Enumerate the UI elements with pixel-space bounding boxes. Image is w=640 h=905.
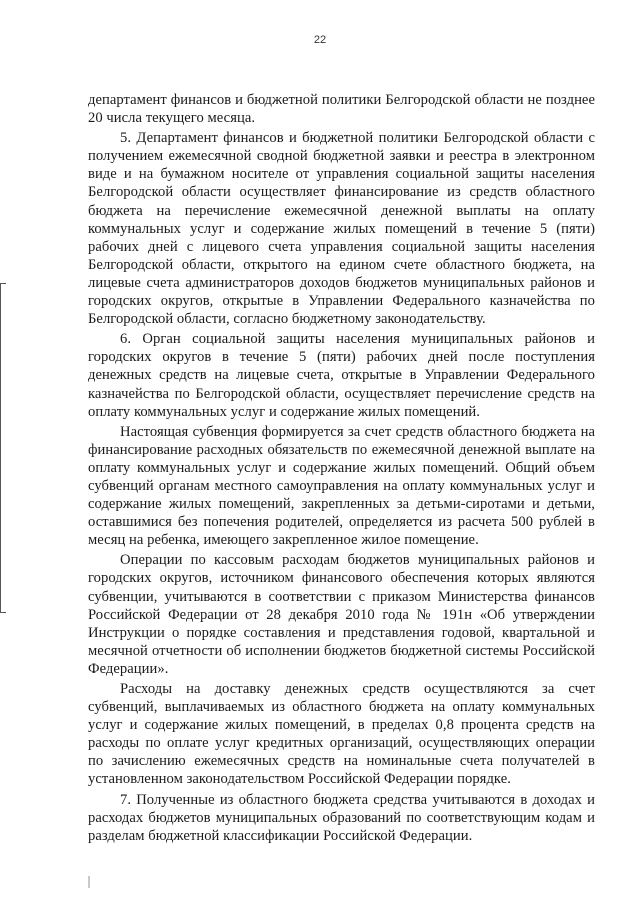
document-body: [88, 91, 595, 847]
paragraph-item-7: 7. Полученные из областного бюджета средства учитываются в доходах и расходах бюджетов муниципальных образований по соответствующим кодам и разделам бюджетной классификации Российской Федерации.: [88, 791, 595, 844]
paragraph-continuation: департамент финансов и бюджетной политики Белгородской области не позднее 20 числа текущего месяца.: [88, 92, 595, 127]
paragraph-item-5: 5. Департамент финансов и бюджетной политики Белгородской области с получением ежемесячной сводной бюджетной заявки и реестра в электронном виде и на бумажном носителе от управления социальной защиты населения Белгородской области осуществляет финансирование из средств областного бюджета на перечисление ежемесячной денежной выплаты на оплату коммунальных услуг и содержание жилых помещений в течение 5 (пяти) рабочих дней с лицевого счета управления социальной защиты населения Белгородской области, открытого на едином счете областного бюджета, на лицевые счета администраторов доходов бюджетов муниципальных районов и городских округов, открытые в Управлении Федерального казначейства по Белгородской области, согласно бюджетному законодательству.: [88, 130, 595, 328]
paragraph-subvention: Настоящая субвенция формируется за счет средств областного бюджета на финансирование расходных обязательств по ежемесячной денежной выплате на оплату коммунальных услуг и содержание жилых помещений. Общий объем субвенций органам местного самоуправления на оплату коммунальных услуг и содержание жилых помещений, закрепленных за детьми-сиротами и детьми, оставшимися без попечения родителей, определяется из расчета 500 рублей в месяц на ребенка, имеющего закрепленное жилое помещение.: [88, 423, 595, 549]
paragraph-cash-operations: Операции по кассовым расходам бюджетов муниципальных районов и городских округов, источником финансового обеспечения которых являются субвенции, учитываются в соответствии с приказом Министерства финансов Российской Федерации от 28 декабря 2010 года № 191н «Об утверждении Инструкции о порядке составления и представления годовой, квартальной и месячной отчетности об исполнении бюджетов бюджетной системы Российской Федерации».: [88, 552, 595, 677]
binding-margin-line: [0, 283, 3, 613]
binding-tick-bottom: [0, 612, 6, 613]
binding-tick-top: [0, 283, 6, 284]
paragraph-delivery-costs: Расходы на доставку денежных средств осуществляются за счет субвенций, выплачиваемых из областного бюджета на оплату коммунальных услуг и содержание жилых помещений, в пределах 0,8 процента средств на расходы по оплате услуг кредитных организаций, осуществляющих операции по зачислению ежемесячных средств на номинальные счета получателей в установленном законодательством Российской Федерации порядке.: [88, 681, 595, 788]
paragraph-item-6: 6. Орган социальной защиты населения муниципальных районов и городских округов в течение 5 (пяти) рабочих дней после поступления денежных средств на лицевые счета, открытые в Управлении Федерального казначейства по Белгородской области, осуществляет перечисление средств на оплату коммунальных услуг и содержание жилых помещений.: [88, 331, 595, 420]
scan-smudge: [88, 876, 90, 888]
page-number: 22: [313, 34, 327, 46]
